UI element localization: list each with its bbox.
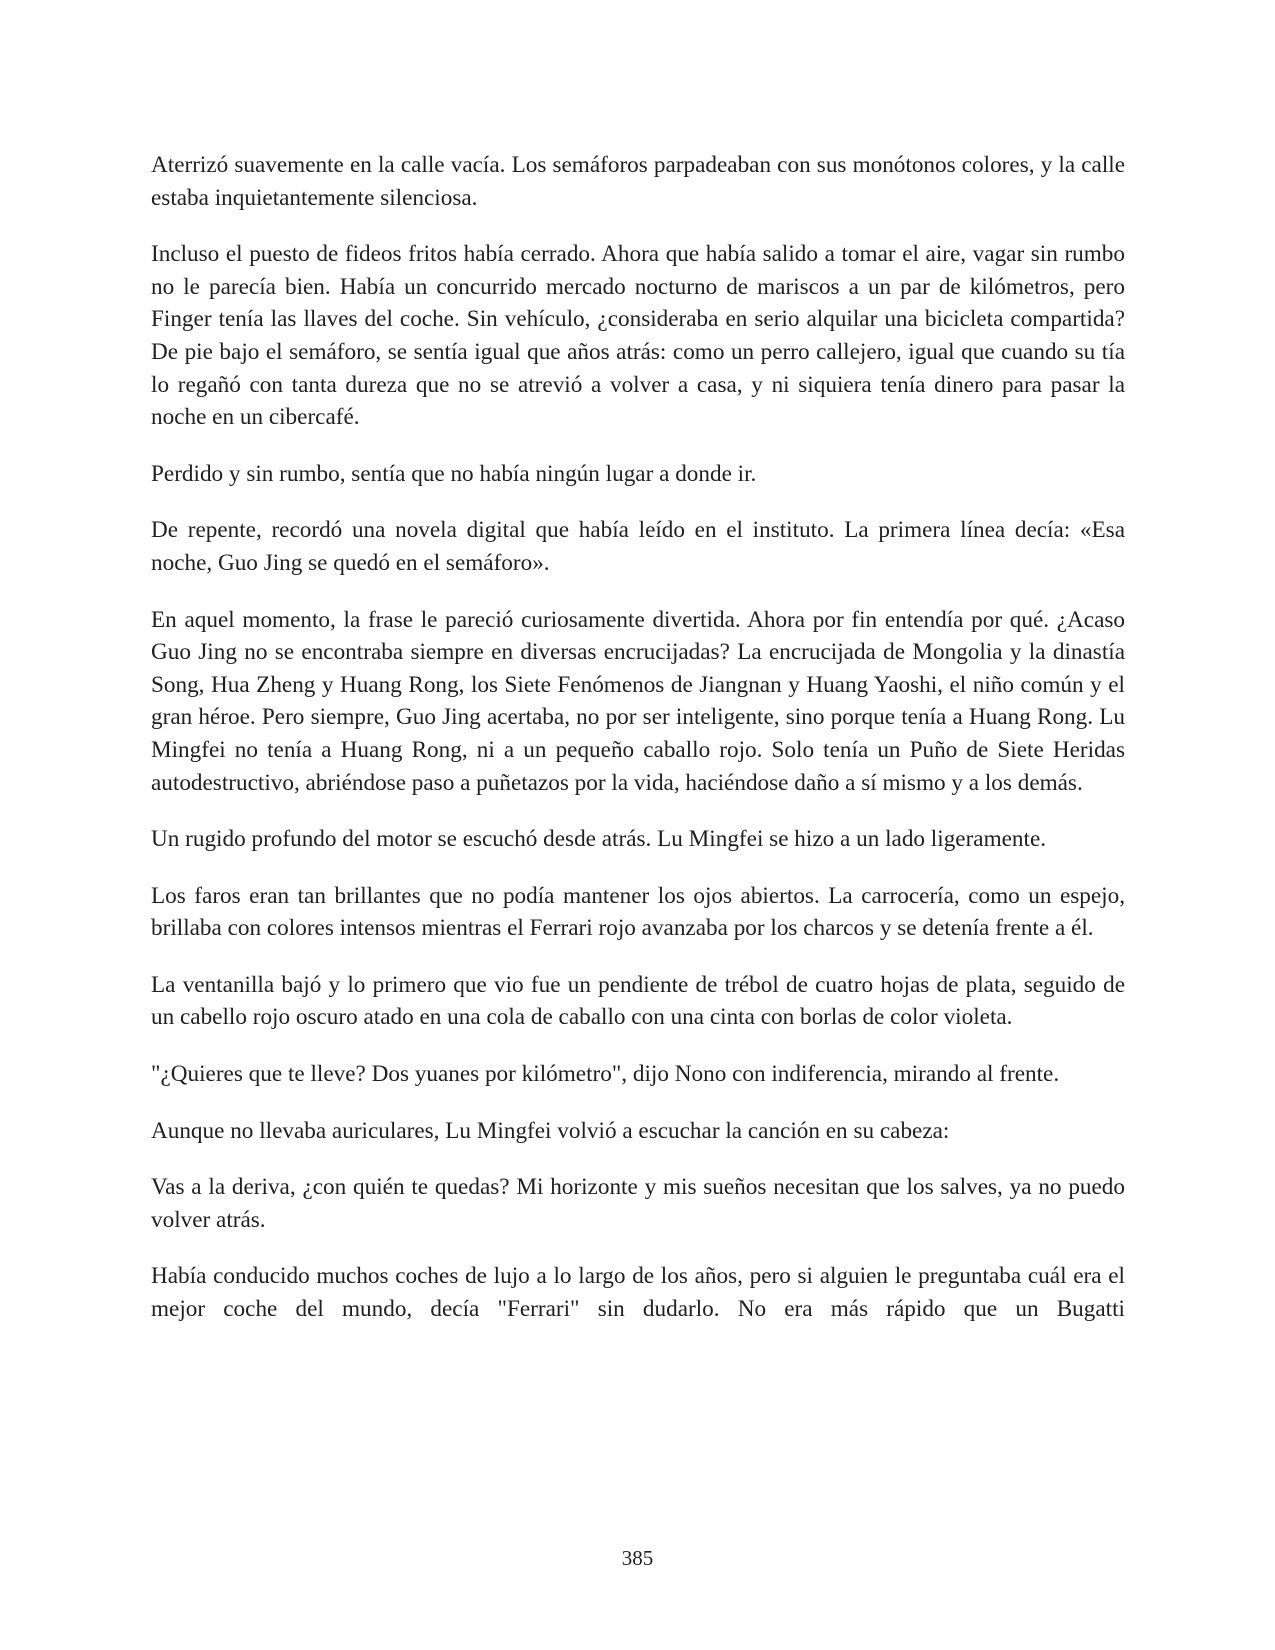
paragraph: Perdido y sin rumbo, sentía que no había ningún lugar a donde ir.: [151, 460, 757, 487]
paragraph: Vas a la deriva, ¿con quién te quedas? Mi horizonte y mis sueños necesitan que los salves, ya no puedo volver atrás.: [151, 1174, 1125, 1233]
paragraph: La ventanilla bajó y lo primero que vio fue un pendiente de trébol de cuatro hojas de plata, seguido de un cabello rojo oscuro atado en una cola de caballo con una cinta con borlas de color violeta.: [151, 971, 1125, 1031]
paragraph: Aterrizó suavemente en la calle vacía. Los semáforos parpadeaban con sus monótonos colores, y la calle estaba inquietantemente silenciosa.: [151, 152, 1125, 211]
paragraph: Aunque no llevaba auriculares, Lu Mingfei volvió a escuchar la canción en su cabeza:: [151, 1117, 950, 1144]
paragraph: En aquel momento, la frase le pareció curiosamente divertida. Ahora por fin entendía por qué. ¿Acaso Guo Jing no se encontraba siempre en diversas encrucijadas? La encrucijada de Mongolia y la dinastía Song, Hua Zheng y Huang Rong, los Siete Fenómenos de Jiangnan y Huang Yaoshi, el niño común y el gran héroe. Pero siempre, Guo Jing acertaba, no por ser inteligente, sino porque tenía a Huang Rong. Lu Mingfei no tenía a Huang Rong, ni a un pequeño caballo rojo. Solo tenía un Puño de Siete Heridas autodestructivo, abriéndose paso a puñetazos por la vida, haciéndose daño a sí mismo y a los demás.: [151, 606, 1125, 796]
paragraph: De repente, recordó una novela digital que había leído en el instituto. La primera línea decía: «Esa noche, Guo Jing se quedó en el semáforo».: [151, 517, 1125, 576]
paragraph: Un rugido profundo del motor se escuchó desde atrás. Lu Mingfei se hizo a un lado ligeramente.: [151, 826, 1047, 853]
paragraph: "¿Quieres que te lleve? Dos yuanes por kilómetro", dijo Nono con indiferencia, mirando al frente.: [151, 1061, 1060, 1088]
page-number: 385: [621, 1546, 654, 1570]
paragraph-last: Había conducido muchos coches de lujo a lo largo de los años, pero si alguien le preguntaba cuál era el mejor coche del mundo, decía "Ferrari" sin dudarlo. No era más rápido que un Bugatti: [151, 1263, 1125, 1323]
paragraph: Los faros eran tan brillantes que no podía mantener los ojos abiertos. La carrocería, como un espejo, brillaba con colores intensos mientras el Ferrari rojo avanzaba por los charcos y se detenía frente a él.: [151, 882, 1125, 942]
page-body: [151, 149, 1125, 1350]
paragraph: Incluso el puesto de fideos fritos había cerrado. Ahora que había salido a tomar el aire, vagar sin rumbo no le parecía bien. Había un concurrido mercado nocturno de mariscos a un par de kilómetros, pero Finger tenía las llaves del coche. Sin vehículo, ¿consideraba en serio alquilar una bicicleta compartida? De pie bajo el semáforo, se sentía igual que años atrás: como un perro callejero, igual que cuando su tía lo regañó con tanta dureza que no se atrevió a volver a casa, y ni siquiera tenía dinero para pasar la noche en un cibercafé.: [151, 241, 1125, 431]
